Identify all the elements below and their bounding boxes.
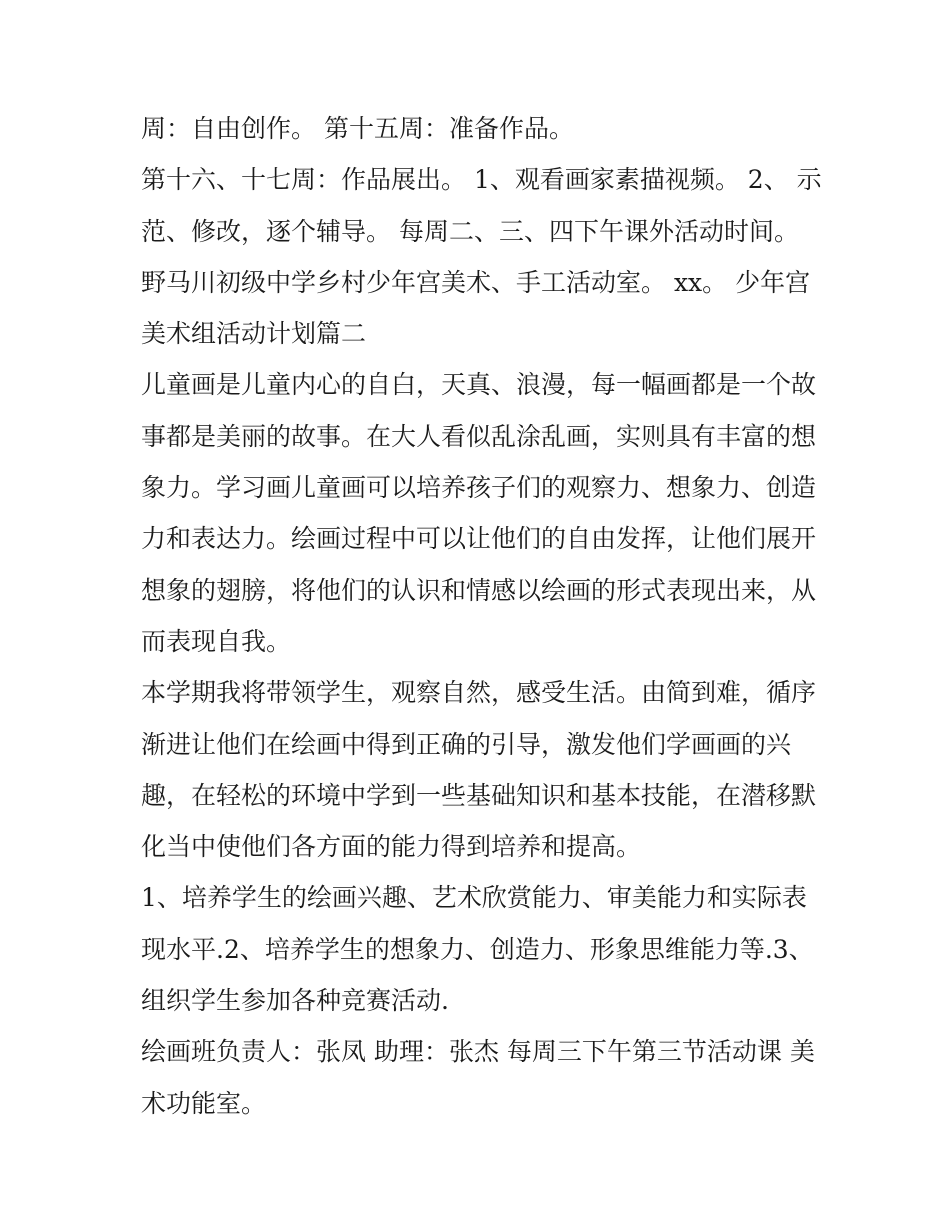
text-line: 周：自由创作。 第十五周：准备作品。: [141, 114, 574, 143]
text-line: 绘画班负责人：张凤 助理：张杰 每周三下午第三节活动课 美: [141, 1037, 815, 1067]
text-line: 渐进让他们在绘画中得到正确的引导，激发他们学画画的兴: [141, 729, 792, 759]
text-line: 现水平.2、培养学生的想象力、创造力、形象思维能力等.3、: [141, 934, 814, 964]
text-line: 本学期我将带领学生，观察自然，感受生活。由简到难，循序: [141, 678, 817, 708]
text-line: 组织学生参加各种竞赛活动.: [141, 986, 449, 1016]
text-line: 第十六、十七周：作品展出。 1、观看画家素描视频。 2、 示: [141, 165, 822, 195]
text-line: 化当中使他们各方面的能力得到培养和提高。: [141, 832, 642, 862]
text-line: 而表现自我。: [141, 626, 292, 656]
text-line: 范、修改，逐个辅导。 每周二、三、四下午课外活动时间。: [141, 216, 799, 246]
text-line: 1、培养学生的绘画兴趣、艺术欣赏能力、审美能力和实际表: [141, 883, 807, 913]
text-line: 美术组活动计划篇二: [141, 319, 367, 349]
text-line: 术功能室。: [141, 1088, 267, 1118]
text-line: 野马川初级中学乡村少年宫美术、手工活动室。 xx。 少年宫: [141, 267, 811, 297]
text-line: 儿童画是儿童内心的自白，天真、浪漫，每一幅画都是一个故: [141, 370, 817, 400]
document-body: [141, 103, 821, 1129]
text-line: 象力。学习画儿童画可以培养孩子们的观察力、想象力、创造: [141, 473, 817, 503]
text-line: 想象的翅膀，将他们的认识和情感以绘画的形式表现出来，从: [141, 575, 817, 605]
text-line: 事都是美丽的故事。在大人看似乱涂乱画，实则具有丰富的想: [141, 421, 817, 451]
text-line: 力和表达力。绘画过程中可以让他们的自由发挥，让他们展开: [141, 524, 817, 554]
text-line: 趣，在轻松的环境中学到一些基础知识和基本技能，在潜移默: [141, 780, 817, 810]
